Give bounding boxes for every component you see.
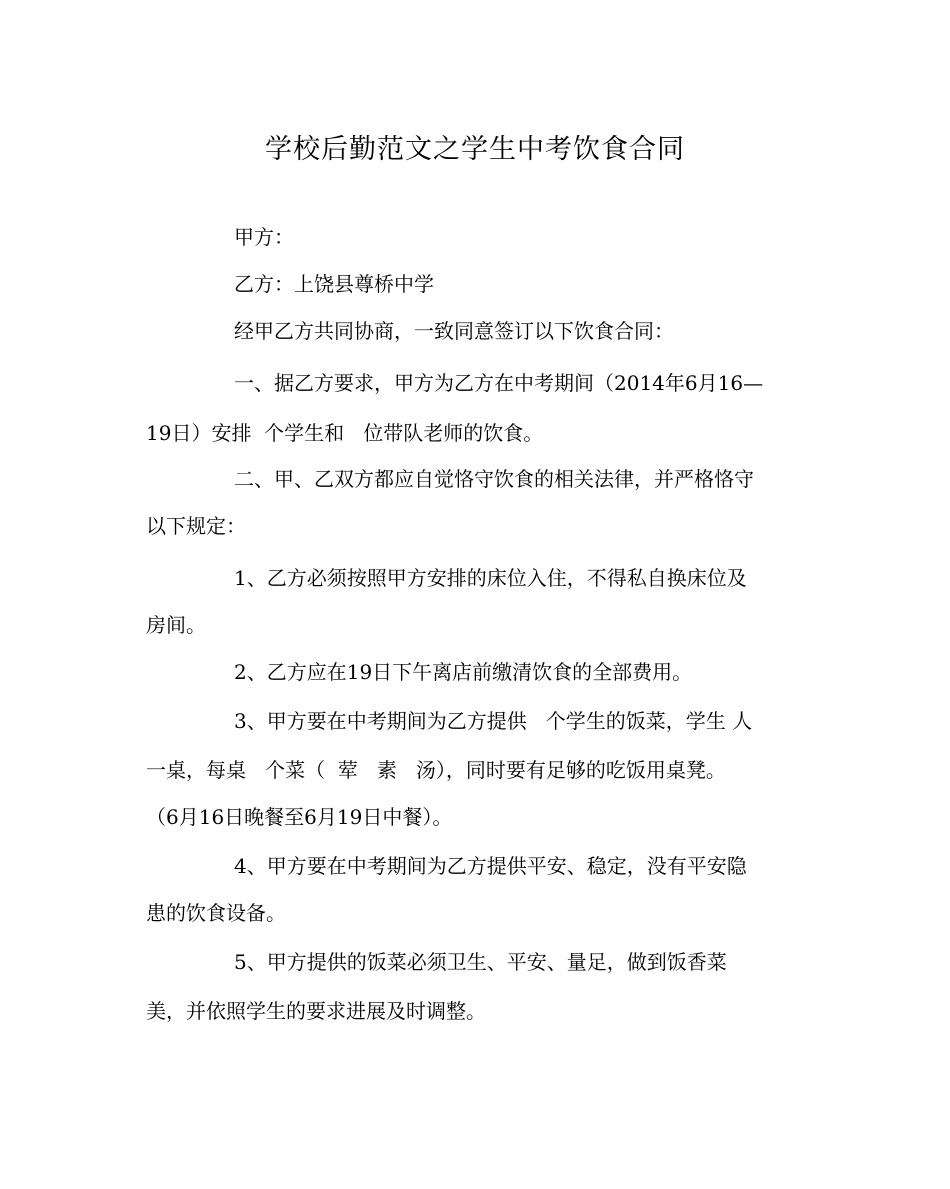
party-b-line: 乙方：上饶县尊桥中学 xyxy=(234,272,434,296)
rule-1-line-2: 房间。 xyxy=(146,613,206,637)
clause-2-line-1: 二、甲、乙双方都应自觉恪守饮食的相关法律，并严格恪守 xyxy=(234,467,754,491)
rule-5-line-1: 5、甲方提供的饭菜必须卫生、平安、量足，做到饭香菜 xyxy=(234,950,727,974)
rule-2-line: 2、乙方应在19日下午离店前缴清饮食的全部费用。 xyxy=(234,660,693,684)
agreement-intro: 经甲乙方共同协商，一致同意签订以下饮食合同： xyxy=(234,319,674,343)
rule-3-line-3: （6月16日晚餐至6月19日中餐）。 xyxy=(146,805,453,829)
document-title: 学校后勤范文之学生中考饮食合同 xyxy=(265,134,685,165)
rule-5-line-2: 美，并依照学生的要求进展及时调整。 xyxy=(146,999,486,1023)
clause-2-line-2: 以下规定： xyxy=(146,514,246,538)
rule-1-line-1: 1、乙方必须按照甲方安排的床位入住，不得私自换床位及 xyxy=(234,566,747,590)
rule-4-line-1: 4、甲方要在中考期间为乙方提供平安、稳定，没有平安隐 xyxy=(234,854,747,878)
clause-1-line-1: 一、据乙方要求，甲方为乙方在中考期间（2014年6月16— xyxy=(234,371,764,395)
clause-1-line-2: 19日）安排 个学生和 位带队老师的饮食。 xyxy=(146,421,544,445)
rule-3-line-2: 一桌，每桌 个菜（ 荤 素 汤），同时要有足够的吃饭用桌凳。 xyxy=(146,758,726,782)
party-a-line: 甲方： xyxy=(234,225,294,249)
rule-4-line-2: 患的饮食设备。 xyxy=(146,901,286,925)
rule-3-line-1: 3、甲方要在中考期间为乙方提供 个学生的饭菜，学生 人 xyxy=(234,709,753,733)
